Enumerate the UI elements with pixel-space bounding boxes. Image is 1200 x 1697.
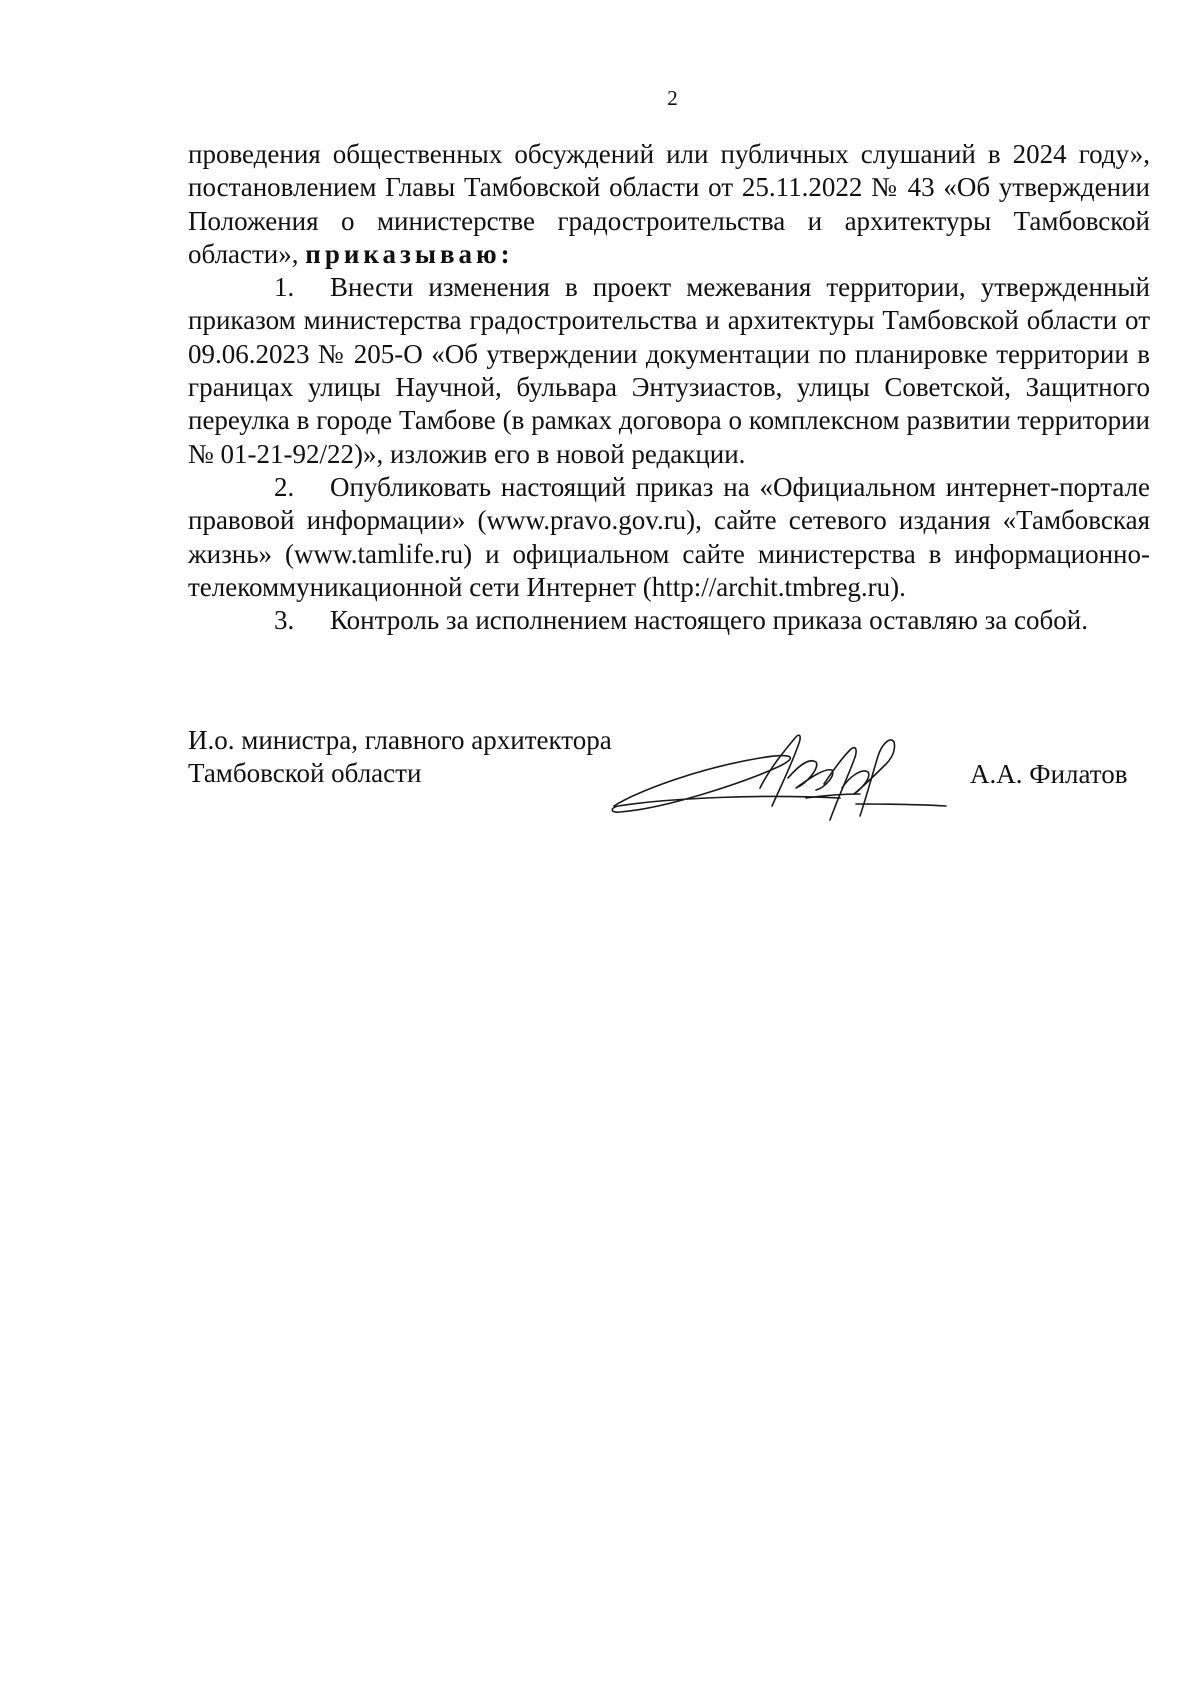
page-number: 2 bbox=[667, 86, 678, 110]
item-text: Контроль за исполнением настоящего приказа оставляю за собой. bbox=[330, 605, 1088, 636]
intro-text: проведения общественных обсуждений или публичных слушаний в 2024 году», постановлением Главы Тамбовской области от 25.11.2022 № 43 «Об утверждении Положения о министерстве градостроительства и архитектуры Тамбовской области», bbox=[188, 139, 1150, 269]
item-number: 1. bbox=[274, 272, 295, 303]
handwritten-signature bbox=[610, 728, 950, 828]
document-body bbox=[188, 138, 1150, 637]
signer-name: А.А. Филатов bbox=[970, 759, 1128, 789]
signer-position-line: И.о. министра, главного архитектора bbox=[188, 725, 612, 755]
list-item bbox=[188, 471, 1150, 604]
intro-paragraph bbox=[188, 138, 1150, 271]
item-text: Опубликовать настоящий приказ на «Официальном интернет-портале правовой информации» (www.pravo.gov.ru), сайте сетевого издания «Тамбовская жизнь» (www.tamlife.ru) и официальном сайте министерства в информационно-телекоммуникационной сети Интернет (http://archit.tmbreg.ru). bbox=[188, 471, 1150, 602]
list-item bbox=[188, 271, 1150, 471]
signer-position bbox=[188, 724, 612, 790]
order-word: приказываю: bbox=[305, 238, 514, 269]
item-number: 3. bbox=[274, 605, 295, 636]
item-number: 2. bbox=[274, 471, 295, 502]
list-item bbox=[188, 604, 1150, 637]
signer-position-line: Тамбовской области bbox=[188, 758, 422, 788]
item-text: Внести изменения в проект межевания территории, утвержденный приказом министерства градостроительства и архитектуры Тамбовской области от 09.06.2023 № 205-О «Об утверждении документации по планировке территории в границах улицы Научной, бульвара Энтузиастов, улицы Советской, Защитного переулка в городе Тамбове (в рамках договора о комплексном развитии территории № 01-21-92/22)», изложив его в новой редакции. bbox=[188, 272, 1150, 469]
